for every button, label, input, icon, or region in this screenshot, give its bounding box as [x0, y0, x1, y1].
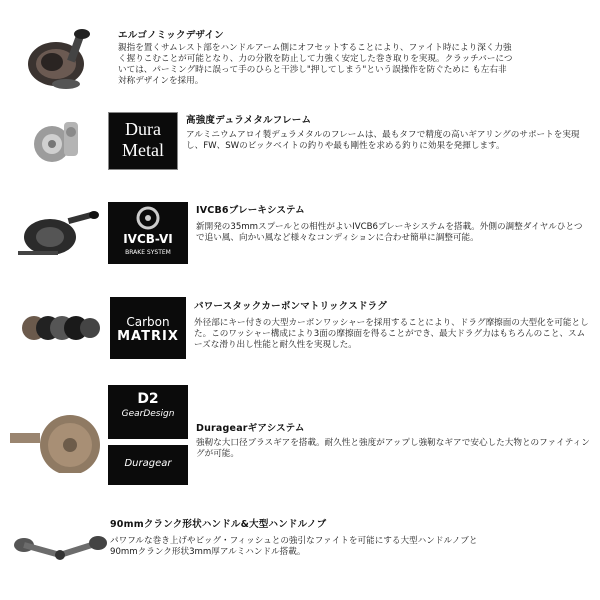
logo-line: Carbon	[126, 315, 170, 329]
section-description: 新開発の35mmスプールとの相性がよいIVCB6ブレーキシステムを搭載。外側の調整ダイヤルひとつで追い風、向かい風など様々なコンディションに合わせ簡単に調整可能。	[196, 222, 583, 243]
section-handle	[0, 505, 600, 595]
section-description: 強靭な大口径ブラスギアを搭載。耐久性と強度がアップし強靭なギアで安心した大物とのファイティングが可能。	[196, 438, 590, 459]
gear-photo	[10, 403, 100, 473]
brake-emblem-icon	[108, 202, 188, 230]
logo-line: IVCB-VI	[123, 232, 173, 246]
reel-photo	[22, 24, 100, 94]
duragear-logo	[108, 445, 188, 485]
section-title: 90mmクランク形状ハンドル&大型ハンドルノブ	[110, 519, 327, 530]
section-description: アルミニウムアロイ製デュラメタルのフレームは、最もタフで精度の高いギアリングのサポートを実現し、FW、SWのビックベイトの釣りや最も剛性を求める釣りに効果を発揮します。	[186, 130, 580, 151]
section-gear	[0, 385, 600, 500]
section-ergonomic	[0, 0, 600, 110]
logo-line: BRAKE SYSTEM	[125, 249, 171, 256]
section-description: 外径部にキー付きの大型カーボンワッシャーを採用することにより、ドラグ摩擦面の大型化を可能とした。このワッシャー構成により3面の摩擦面を得ることができ、最大ドラグ力はもちろんのこと、スムーズな滑り出し性能と耐久性を実現した。	[194, 318, 589, 350]
section-description: パワフルな巻き上げやビッグ・フィッシュとの強引なファイトを可能にする大型ハンドルノブと90mmクランク形状3mm厚アルミハンドル搭載。	[110, 536, 478, 557]
logo-line: D2	[137, 391, 159, 407]
carbon-matrix-logo	[110, 297, 186, 359]
section-title: パワースタックカーボンマトリックスドラグ	[194, 301, 388, 312]
handle-photo	[12, 533, 108, 569]
gear-design-logo	[108, 385, 188, 439]
section-title: エルゴノミックデザイン	[118, 30, 224, 41]
ivcb-logo	[108, 202, 188, 264]
section-description: 親指を置くサムレスト部をハンドルアーム側にオフセットすることにより、ファイト時により深く力強く握りこむことが可能となり、力の分散を防止して力強く安定した巻き取りを実現。クラッチバーについては、パーミング時に誤って手のひらと干渉し"押してしまう"という誤操作を防ぐために も左右非対称デザインを採用。	[118, 43, 513, 86]
reel-side-photo	[10, 207, 100, 261]
dura-metal-logo	[108, 112, 178, 170]
logo-line: Metal	[122, 140, 164, 160]
section-brake	[0, 195, 600, 275]
section-title: Duragearギアシステム	[196, 423, 305, 434]
section-title: 高強度デュラメタルフレーム	[186, 115, 312, 126]
section-drag	[0, 292, 600, 372]
logo-line: GearDesign	[121, 409, 175, 419]
drag-washers-photo	[22, 310, 102, 346]
section-title: IVCB6ブレーキシステム	[196, 205, 305, 216]
frame-photo	[30, 112, 88, 170]
logo-line: Dura	[125, 119, 161, 139]
section-frame	[0, 100, 600, 190]
logo-line: Duragear	[124, 458, 172, 469]
logo-line: MATRIX	[117, 329, 179, 344]
